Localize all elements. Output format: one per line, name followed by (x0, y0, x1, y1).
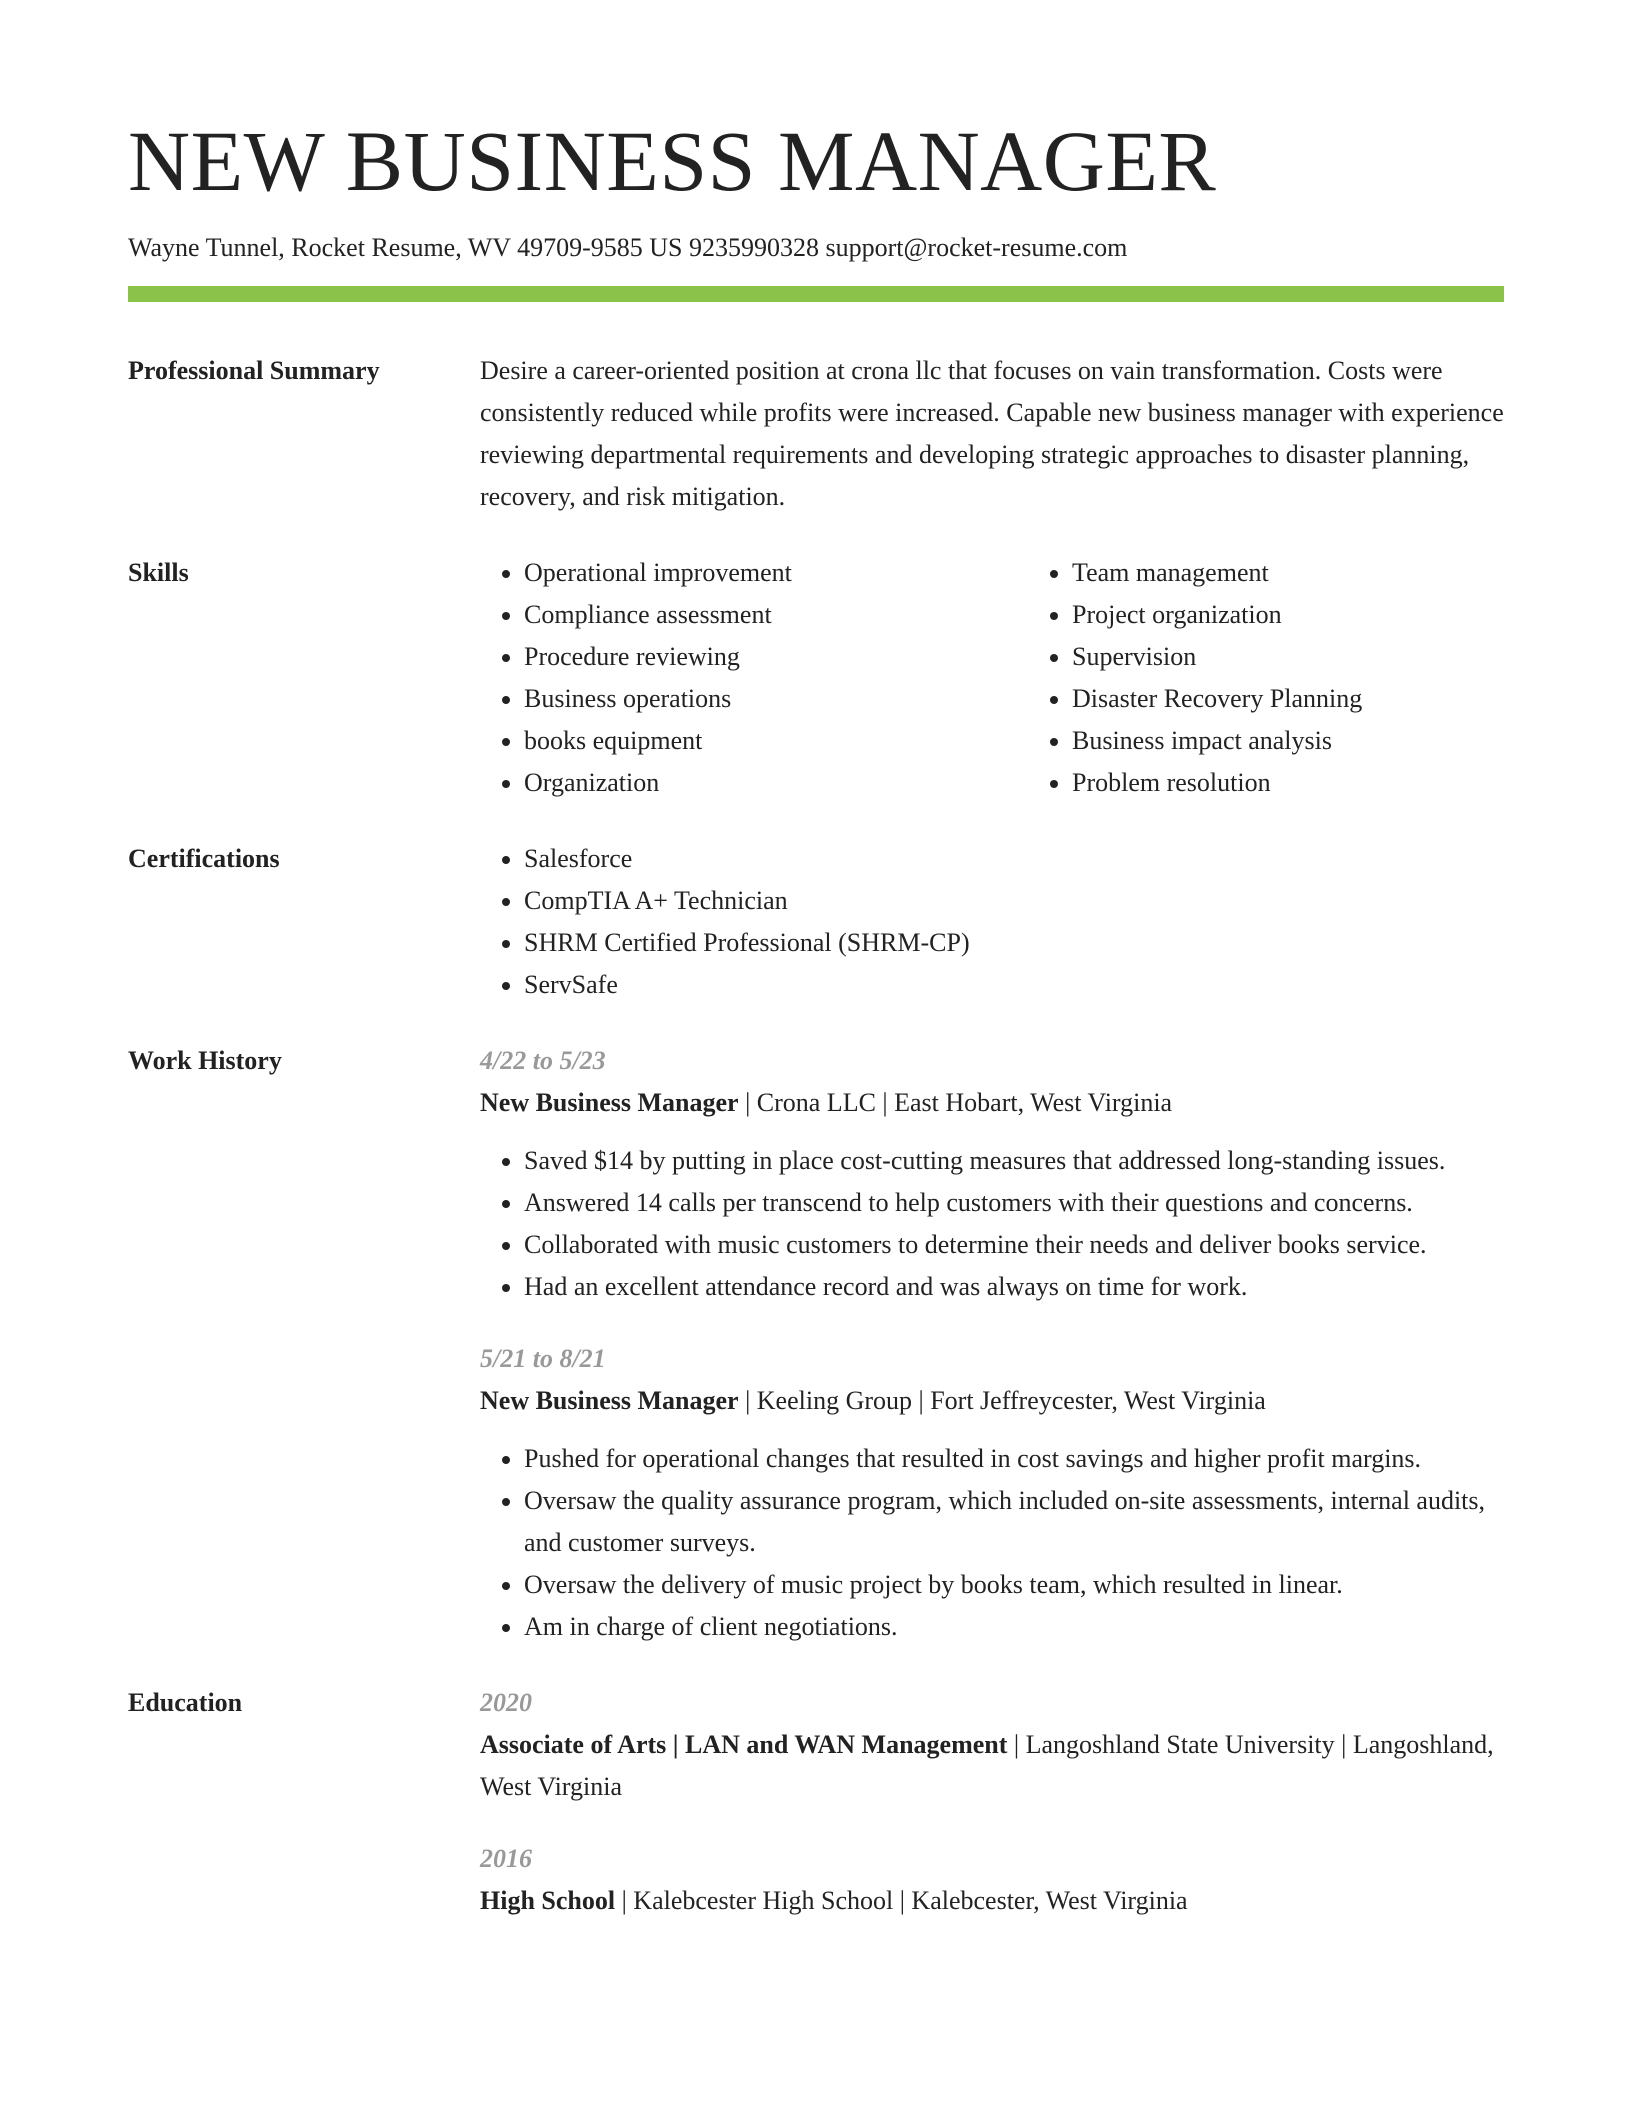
education-details: | Langoshland State University | Langoshland, West Virginia (480, 1730, 1494, 1801)
job-bullets (480, 1140, 1504, 1308)
education-degree: High School (480, 1886, 616, 1915)
education-entry (480, 1682, 1504, 1808)
skill-item: • books equipment (524, 720, 1028, 762)
work-history-section (128, 1040, 1504, 1648)
job-dates: 4/22 to 5/23 (480, 1046, 606, 1075)
education-section (128, 1682, 1504, 1922)
job-dates: 5/21 to 8/21 (480, 1344, 606, 1373)
skill-item: • Compliance assessment (524, 594, 1028, 636)
job-title: New Business Manager (480, 1088, 739, 1117)
job-title: New Business Manager (480, 1386, 739, 1415)
education-line (480, 1880, 1504, 1922)
resume-name-heading: NEW BUSINESS MANAGER (128, 113, 1217, 209)
certifications-content (480, 838, 1504, 1006)
skill-item: • Procedure reviewing (524, 636, 1028, 678)
job-role-line (480, 1380, 1504, 1422)
skills-section (128, 552, 1504, 804)
summary-label: Professional Summary (128, 356, 380, 385)
skills-label: Skills (128, 558, 189, 587)
education-content (480, 1682, 1504, 1922)
education-entry (480, 1838, 1504, 1922)
certifications-section (128, 838, 1504, 1006)
job-bullet: • Am in charge of client negotiations. (524, 1606, 1504, 1648)
skill-item: • Problem resolution (1072, 762, 1576, 804)
contact-line: Wayne Tunnel, Rocket Resume, WV 49709-9585 US 9235990328 support@rocket-resume.com (128, 233, 1128, 262)
skill-item: • Supervision (1072, 636, 1576, 678)
certifications-label: Certifications (128, 844, 280, 873)
skills-list-right (1028, 552, 1576, 804)
skill-item: • Project organization (1072, 594, 1576, 636)
job-bullet: • Saved $14 by putting in place cost-cutting measures that addressed long-standing issues. (524, 1140, 1504, 1182)
work-history-label: Work History (128, 1046, 282, 1075)
education-details: | Kalebcester High School | Kalebcester, West Virginia (615, 1886, 1188, 1915)
work-history-content (480, 1040, 1504, 1648)
skill-item: • Organization (524, 762, 1028, 804)
job-bullet: • Had an excellent attendance record and was always on time for work. (524, 1266, 1504, 1308)
certifications-list (480, 838, 1504, 1006)
job-role-line (480, 1082, 1504, 1124)
summary-text: Desire a career-oriented position at crona llc that focuses on vain transformation. Costs were consistently reduced while profits were increased. Capable new business manager with experience reviewing departmental requirements and developing strategic approaches to disaster planning, recovery, and risk mitigation. (480, 356, 1504, 511)
education-label: Education (128, 1688, 243, 1717)
job-bullets (480, 1438, 1504, 1648)
education-year: 2020 (480, 1688, 532, 1717)
certification-item: • Salesforce (524, 838, 1504, 880)
job-entry (480, 1040, 1504, 1308)
certification-item: • CompTIA A+ Technician (524, 880, 1504, 922)
certification-item: • SHRM Certified Professional (SHRM-CP) (524, 922, 1504, 964)
summary-content (480, 350, 1504, 518)
education-degree: Associate of Arts | LAN and WAN Management (480, 1730, 1008, 1759)
skills-content (480, 552, 1576, 804)
skill-item: • Team management (1072, 552, 1576, 594)
skill-item: • Operational improvement (524, 552, 1028, 594)
education-year: 2016 (480, 1844, 532, 1873)
certification-item: • ServSafe (524, 964, 1504, 1006)
job-bullet: • Pushed for operational changes that resulted in cost savings and higher profit margins. (524, 1438, 1504, 1480)
resume-sections (128, 350, 1504, 1956)
skill-item: • Business operations (524, 678, 1028, 720)
job-bullet: • Answered 14 calls per transcend to help customers with their questions and concerns. (524, 1182, 1504, 1224)
job-details: | Crona LLC | East Hobart, West Virginia (738, 1088, 1173, 1117)
header-divider (128, 286, 1504, 302)
job-entry (480, 1338, 1504, 1648)
job-details: | Keeling Group | Fort Jeffreycester, West Virginia (738, 1386, 1266, 1415)
education-line (480, 1724, 1504, 1808)
job-bullet: • Oversaw the quality assurance program, which included on-site assessments, internal audits, and customer surveys. (524, 1480, 1504, 1564)
job-bullet: • Collaborated with music customers to determine their needs and deliver books service. (524, 1224, 1504, 1266)
skills-list-left (480, 552, 1028, 804)
skill-item: • Disaster Recovery Planning (1072, 678, 1576, 720)
job-bullet: • Oversaw the delivery of music project by books team, which resulted in linear. (524, 1564, 1504, 1606)
summary-section (128, 350, 1504, 518)
skill-item: • Business impact analysis (1072, 720, 1576, 762)
